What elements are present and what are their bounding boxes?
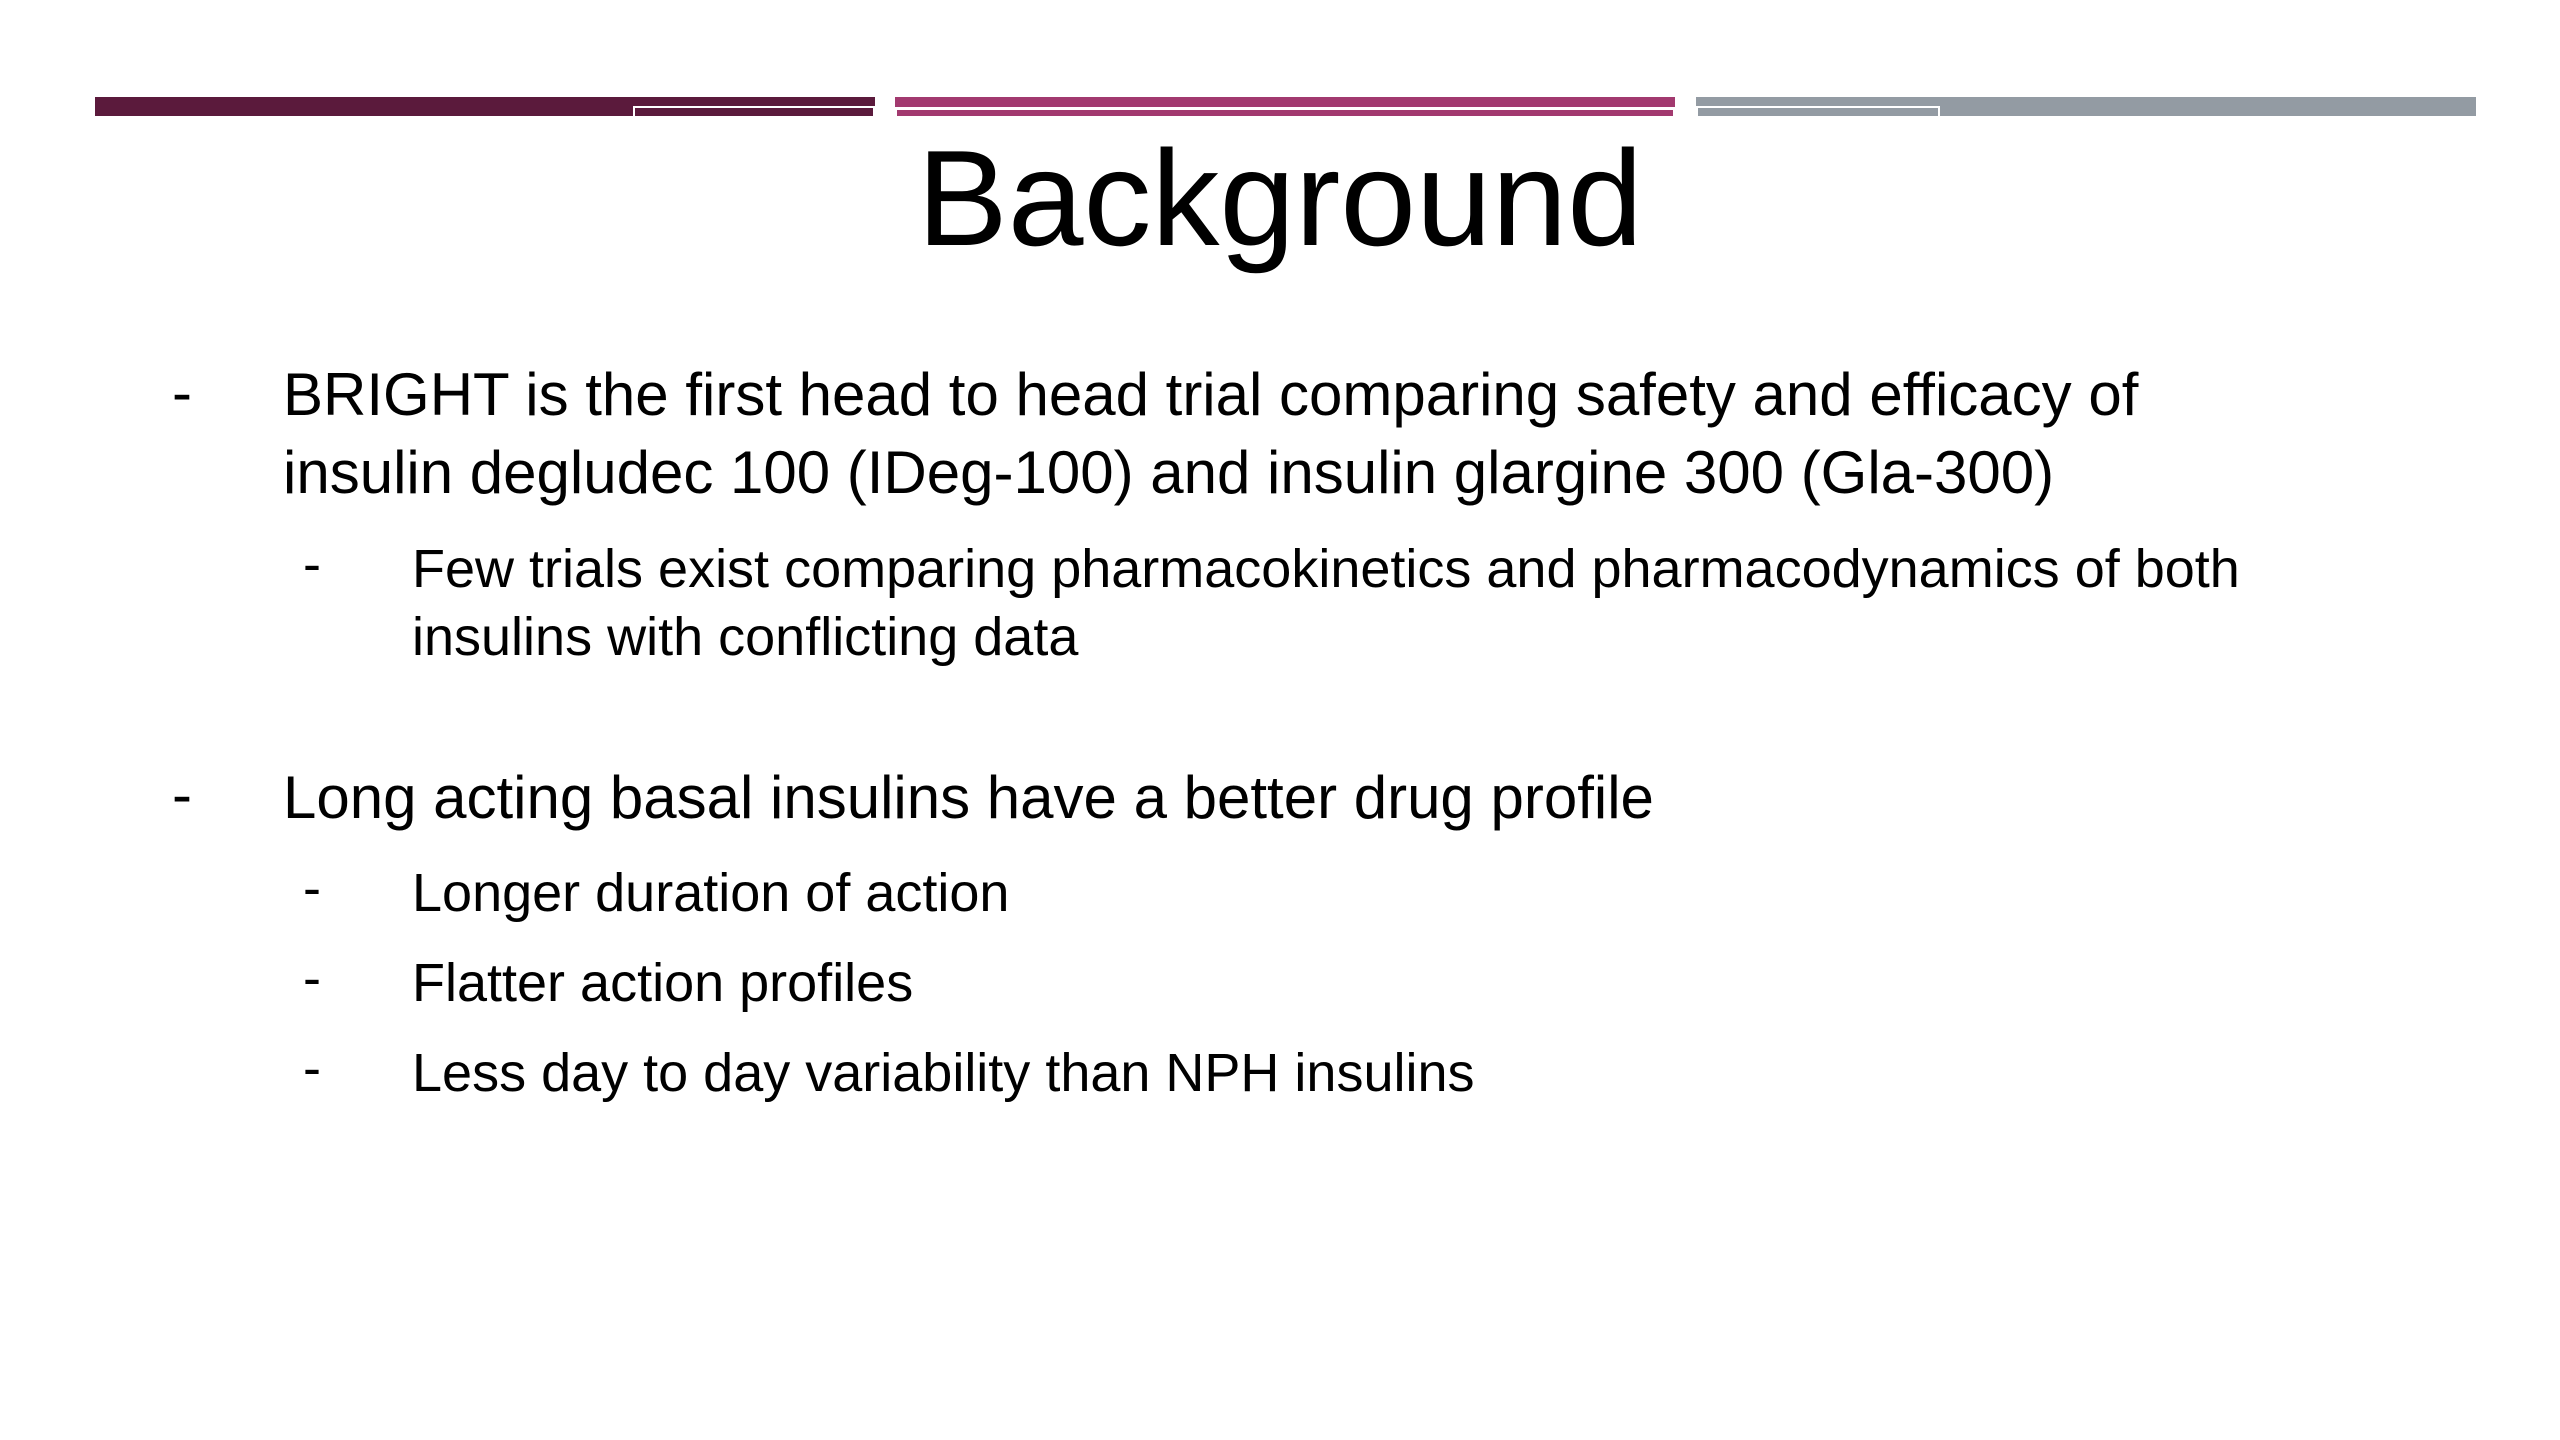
bullet-text-line: BRIGHT is the first head to head trial comparing safety and efficacy of <box>283 361 2139 428</box>
bullet-marker: - <box>172 761 192 828</box>
sub-bullet-marker: - <box>303 1038 321 1098</box>
header-bar-right <box>1696 97 2476 116</box>
sub-bullet-marker: - <box>303 858 321 918</box>
bullet-text <box>283 356 2483 512</box>
sub-bullet-marker: - <box>303 534 321 594</box>
header-bar-right-inset <box>1696 106 1940 116</box>
header-bar-middle <box>895 97 1675 116</box>
header-bar-left-inset <box>633 106 875 116</box>
sub-bullet-text: Less day to day variability than NPH insulins <box>412 1043 1475 1103</box>
sub-bullet-text: Flatter action profiles <box>412 953 914 1013</box>
bullet-text: Long acting basal insulins have a better drug profile <box>283 764 1654 831</box>
sub-bullet-text <box>412 535 2512 671</box>
sub-bullet-text-line: insulins with conflicting data <box>412 607 1079 667</box>
bullet-marker: - <box>172 359 192 426</box>
slide-title: Background <box>917 122 1643 274</box>
header-bar-middle-inset <box>895 107 1675 116</box>
bullet-text-line: insulin degludec 100 (IDeg-100) and insulin glargine 300 (Gla-300) <box>283 439 2055 506</box>
header-bar-left <box>95 97 875 116</box>
sub-bullet-marker: - <box>303 948 321 1008</box>
sub-bullet-text-line: Few trials exist comparing pharmacokinetics and pharmacodynamics of both <box>412 539 2240 599</box>
sub-bullet-text: Longer duration of action <box>412 863 1010 923</box>
